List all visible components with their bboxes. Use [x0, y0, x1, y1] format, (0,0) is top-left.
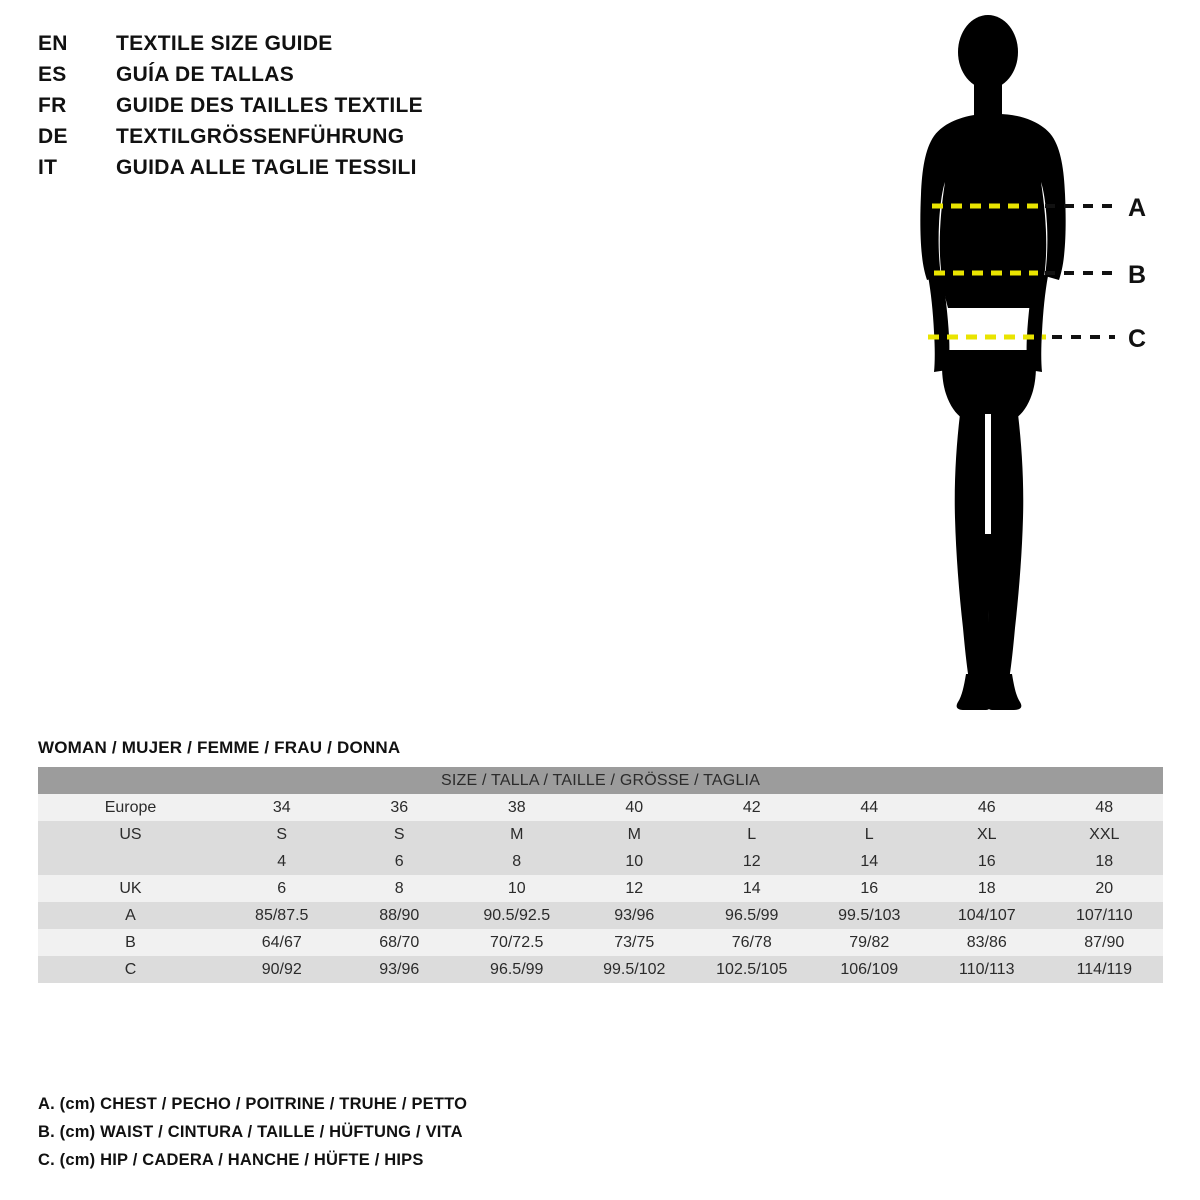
cell: 96.5/99 [458, 956, 576, 983]
title-text-es: GUÍA DE TALLAS [116, 63, 295, 86]
table-row [38, 794, 1163, 821]
language-code-it: IT [38, 156, 58, 179]
cell: 12 [693, 848, 811, 875]
table-caption: WOMAN / MUJER / FEMME / FRAU / DONNA [38, 738, 401, 757]
title-text-de: TEXTILGRÖSSENFÜHRUNG [116, 125, 405, 148]
cell: XL [928, 821, 1046, 848]
cell: M [458, 821, 576, 848]
legend-line-a: A. (cm) CHEST / PECHO / POITRINE / TRUHE / PETTO [38, 1095, 468, 1113]
cell: 12 [576, 875, 694, 902]
cell: 40 [576, 794, 694, 821]
table-header-row [38, 767, 1163, 794]
cell: 104/107 [928, 902, 1046, 929]
title-text-it: GUIDA ALLE TAGLIE TESSILI [116, 156, 417, 179]
cell: S [223, 821, 341, 848]
title-text-fr: GUIDE DES TAILLES TEXTILE [116, 94, 423, 117]
cell: 6 [341, 848, 459, 875]
body-figure [860, 10, 1190, 750]
cell: 36 [341, 794, 459, 821]
cell: 99.5/103 [811, 902, 929, 929]
title-text-en: TEXTILE SIZE GUIDE [116, 32, 333, 55]
table-row [38, 956, 1163, 983]
cell: 18 [1046, 848, 1164, 875]
title-row-fr [38, 94, 658, 125]
cell: 6 [223, 875, 341, 902]
cell: 88/90 [341, 902, 459, 929]
table-row [38, 929, 1163, 956]
cell: 44 [811, 794, 929, 821]
table-row [38, 821, 1163, 848]
cell: 18 [928, 875, 1046, 902]
cell: 8 [341, 875, 459, 902]
cell: S [341, 821, 459, 848]
cell: 20 [1046, 875, 1164, 902]
title-row-de [38, 125, 658, 156]
title-row-es [38, 63, 658, 94]
row-label-europe: Europe [38, 794, 223, 821]
table-header-label: SIZE / TALLA / TAILLE / GRÖSSE / TAGLIA [38, 767, 1163, 794]
female-silhouette-icon [860, 10, 1190, 750]
cell: 64/67 [223, 929, 341, 956]
cell: M [576, 821, 694, 848]
cell: 110/113 [928, 956, 1046, 983]
measure-label-b: B [1128, 261, 1147, 289]
size-table [38, 767, 1163, 983]
cell: L [811, 821, 929, 848]
cell: 93/96 [576, 902, 694, 929]
cell: 96.5/99 [693, 902, 811, 929]
cell: 48 [1046, 794, 1164, 821]
cell: 79/82 [811, 929, 929, 956]
row-label-b: B [38, 929, 223, 956]
table-row [38, 875, 1163, 902]
cell: 83/86 [928, 929, 1046, 956]
cell: 90/92 [223, 956, 341, 983]
cell: 10 [458, 875, 576, 902]
legend-line-c: C. (cm) HIP / CADERA / HANCHE / HÜFTE / HIPS [38, 1151, 424, 1169]
title-block [38, 32, 658, 187]
cell: 16 [928, 848, 1046, 875]
cell: 10 [576, 848, 694, 875]
language-code-en: EN [38, 32, 68, 55]
cell: 93/96 [341, 956, 459, 983]
cell: 14 [693, 875, 811, 902]
cell: 106/109 [811, 956, 929, 983]
cell: 68/70 [341, 929, 459, 956]
table-row [38, 848, 1163, 875]
cell: 42 [693, 794, 811, 821]
cell: 34 [223, 794, 341, 821]
language-code-de: DE [38, 125, 68, 148]
size-table-section [38, 738, 1163, 983]
language-code-fr: FR [38, 94, 67, 117]
table-row [38, 902, 1163, 929]
cell: 102.5/105 [693, 956, 811, 983]
measurement-legend [38, 1090, 838, 1174]
cell: L [693, 821, 811, 848]
cell: 90.5/92.5 [458, 902, 576, 929]
language-code-es: ES [38, 63, 67, 86]
cell: 16 [811, 875, 929, 902]
measure-label-a: A [1128, 194, 1147, 222]
cell: 107/110 [1046, 902, 1164, 929]
cell: 114/119 [1046, 956, 1164, 983]
legend-line-b: B. (cm) WAIST / CINTURA / TAILLE / HÜFTUNG / VITA [38, 1123, 463, 1141]
row-label-us-numeric [38, 848, 223, 875]
cell: XXL [1046, 821, 1164, 848]
cell: 4 [223, 848, 341, 875]
title-row-it [38, 156, 658, 187]
cell: 70/72.5 [458, 929, 576, 956]
cell: 76/78 [693, 929, 811, 956]
cell: 14 [811, 848, 929, 875]
cell: 99.5/102 [576, 956, 694, 983]
cell: 8 [458, 848, 576, 875]
cell: 46 [928, 794, 1046, 821]
cell: 87/90 [1046, 929, 1164, 956]
row-label-uk: UK [38, 875, 223, 902]
row-label-a: A [38, 902, 223, 929]
row-label-c: C [38, 956, 223, 983]
cell: 85/87.5 [223, 902, 341, 929]
row-label-us: US [38, 821, 223, 848]
cell: 73/75 [576, 929, 694, 956]
title-row-en [38, 32, 658, 63]
measure-label-c: C [1128, 325, 1147, 353]
cell: 38 [458, 794, 576, 821]
